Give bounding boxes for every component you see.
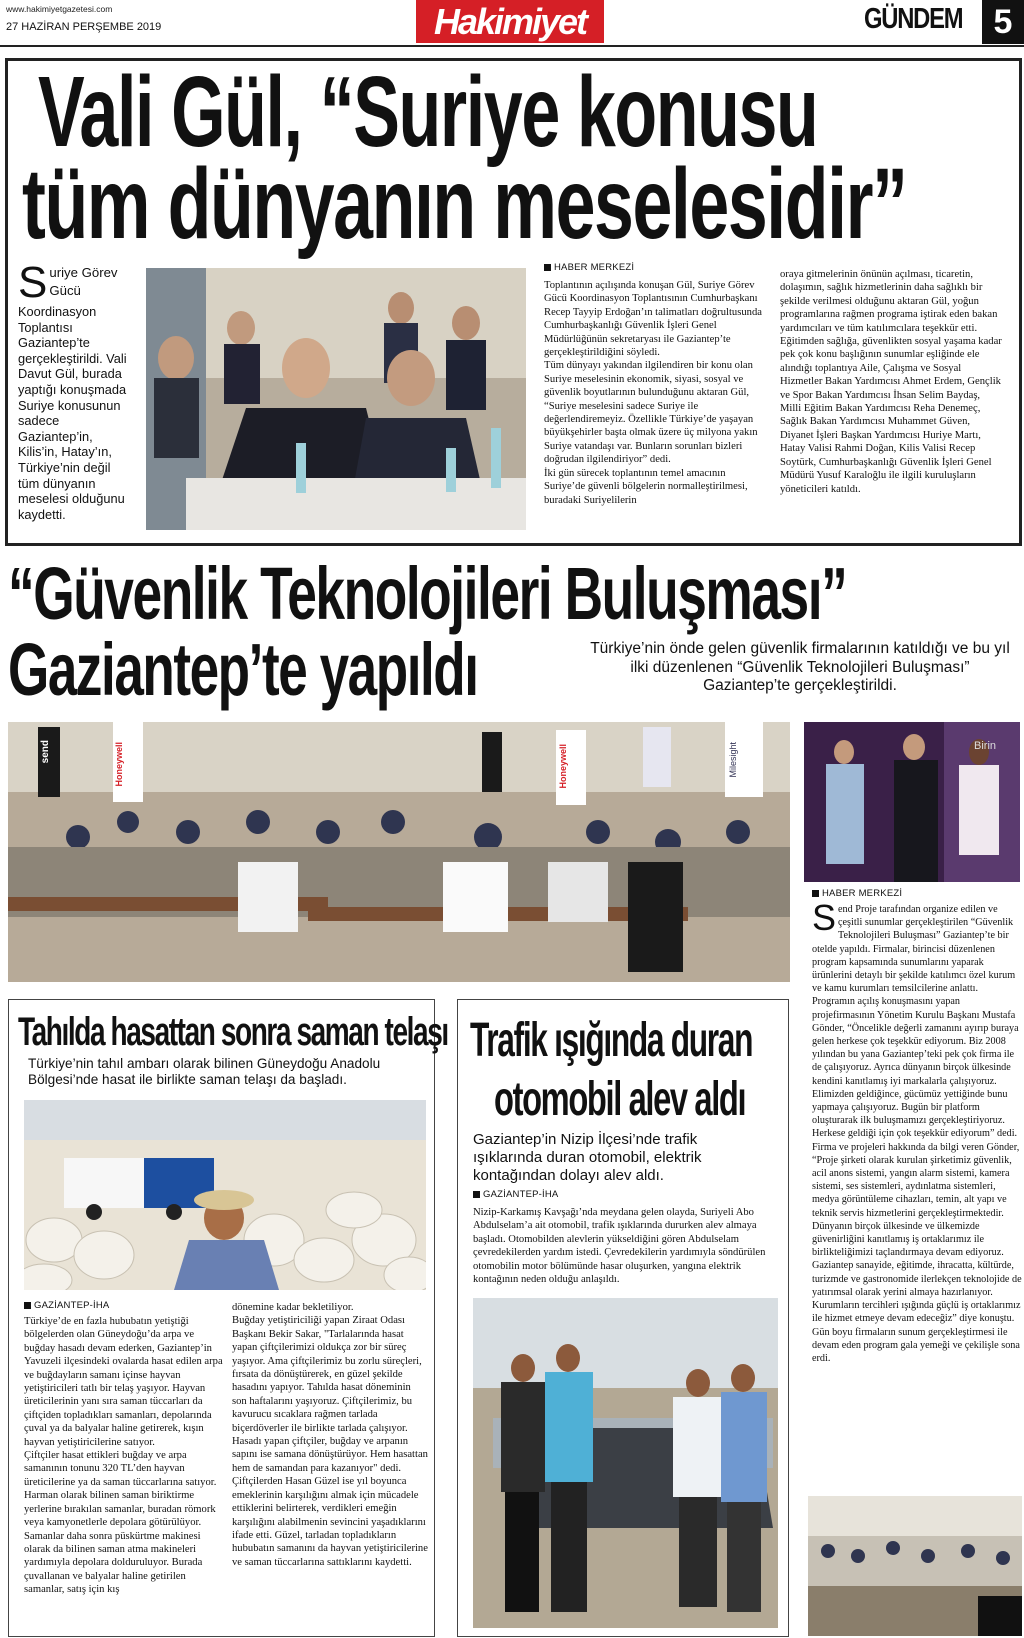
site-url: www.hakimiyetgazetesi.com: [6, 4, 113, 14]
masthead-rule: [0, 45, 1024, 47]
article1-lead: [18, 258, 130, 522]
article4-byline: GAZİANTEP-İHA: [473, 1189, 558, 1200]
article3-headline: Tahılda hasattan sonra saman telaşı: [18, 1010, 448, 1054]
harvest-photo: [24, 1100, 426, 1290]
article4-body: Nizip-Karkamış Kavşağı’nda meydana gelen olayda, Suriyeli Abo Abdulselam’a ait otomobil, trafik ışıklarında dururken alev almaya başladı. Otomobilden alevlerin yükseldiğini gören Abdulselam çevredekilerden yardım istedi. Çevredekilerin yardımıyla söndürülen otomobilin motor bölümünde hasar oluşurken, yangına elektrik kontağının neden olduğu anlaşıldı.: [473, 1207, 766, 1286]
article2-headline-line1: “Güvenlik Teknolojileri Buluşması”: [8, 552, 847, 635]
article1-col1: Toplantının açılışında konuşan Gül, Suriye Görev Gücü Koordinasyon Toplantısının Cumhurbaşkanı Recep Tayyip Erdoğan’ın talimatları doğrultusunda Cumhurbaşkanlığı Güvenlik İşleri Genel Müdürlüğünün sekretaryası ile Gaziantep’te gerçekleştirildiğini söyledi. Tüm dünyayı yakından ilgilendiren bir konu olan Suriye meselesinin ekonomik, siyasi, sosyal ve güvenlik boyutlarının bulunduğunu aktaran Gül, “Suriye meselesini sadece Suriye ile değerlendiremeyiz. Özellikle Türkiye’de yaşayan büyükşehirler başta olmak üzere üç milyona yakın Suriye vatandaşı var. Bunların sorunları bizleri doğrudan ilgilendiriyor” dedi. İki gün sürecek toplantının temel amacının Suriye’de güvenli bölgelerin normalleştirilmesi, buradaki Suriyelilerin: [544, 280, 762, 506]
article3-deck: Türkiye’nin tahıl ambarı olarak bilinen Güneydoğu Anadolu Bölgesi’nde hasat ile birlikte saman telaşı da başladı.: [28, 1056, 381, 1087]
logo-text: Hakimiyet: [433, 0, 587, 42]
page-number: 5: [982, 0, 1024, 44]
article1-col2: oraya gitmelerinin önünün açılması, ticaretin, dolaşımın, sağlık hizmetlerinin daha sağlıklı bir şekilde verilmesi olduğunu aktaran Gül, yoğun programlarına rağmen programa iştirak eden bakan yardımcıları ve tüm katılımcılara teşekkür etti. Eğitimden sağlığa, güvenlikten sosyal yaşama kadar pek çok konu başlığının sunumlar eşliğinde ele alındığı toplantıya Aile, Çalışma ve Sosyal Hizmetler Bakan Yardımcısı Ahmet Erdem, Gençlik ve Spor Bakan Yardımcısı İhsan Selim Baydaş, Milli Eğitim Bakan Yardımcısı Reha Denemeç, Sağlık Bakan Yardımcısı Muhammet Güven, Diyanet İşleri Başkan Yardımcısı Huriye Martı, Hatay Valisi Rahmi Doğan, Kilis Valisi Recep Soytürk, Cumhurbaşkanlığı Güvenlik İşleri Genel Müdürü Yusuf Karaloğlu ile ilgili kuruluşların yöneticileri katıldı.: [780, 269, 1002, 495]
lead-first: uriye Görev Gücü: [49, 265, 118, 298]
section-label: GÜNDEM: [864, 3, 963, 35]
article1-headline-line1: Vali Gül, “Suriye konusu: [38, 56, 818, 168]
article3-col1: Türkiye’de en fazla hububatın yetiştiği bölgelerden olan Güneydoğu’da arpa ve buğday hasadı devam ederken, Gaziantep’in Yavuzeli ilçesindeki ovalarda hasat edilen arpa ve buğdayların samanı içinse hayvan yetiştiricileri tatlı bir telaş yaşıyor. Hayvan üreticilerinin yanı sıra saman tüccarları da çiftçiden topladıkları samanları, depolarında çuval ya da balyalar haline getirerek, kışın hayvan yetiştiricilerine satıyor. Çiftçiler hasat ettikleri buğday ve arpa samanının tonunu 320 TL’den hayvan üreticilerine ya da saman tüccarlarına satıyor. Harman olarak bilinen saman biriktirme yerlerine bırakılan samanlar, buradan römork veya kamyonetlerle depolara götürülüyor. Samanlar daha sonra püskürtme makinesi olarak da bilinen saman atma makineleri yardımıyla depolara dolduruluyor. Burada çuvallanan ve balyalar haline getirilen samanlar, satış için kış: [24, 1316, 223, 1596]
article4-headline-line1: Trafik ışığında duran: [470, 1014, 753, 1067]
meeting-photo: [146, 268, 526, 530]
banner-label-2: Honeywell: [558, 744, 568, 789]
banner-label-3: Milesight: [728, 742, 738, 778]
audience-photo: [808, 1496, 1022, 1636]
issue-date: 27 HAZİRAN PERŞEMBE 2019: [6, 21, 162, 33]
article1-headline-line2: tüm dünyanın meselesidir”: [22, 148, 907, 260]
stage-sign: Birin: [974, 740, 997, 752]
lead-dropcap: S: [18, 258, 48, 307]
conference-photo: [8, 722, 790, 982]
stage-photo: [804, 722, 1020, 882]
article1-byline: HABER MERKEZİ: [544, 262, 634, 273]
lead-rest: Koordinasyon Toplantısı Gaziantep’te gerçekleştirildi. Vali Davut Gül, burada yaptığı konuşmada Suriye konusunun sadece Gaziantep’in, Kilis’in, Hatay’ın, Türkiye’nin değil tüm dünyanın meselesi olduğunu kaydetti.: [18, 304, 127, 522]
banner-label-1: Honeywell: [114, 742, 124, 787]
article2-headline-line2: Gaziantep’te yapıldı: [8, 628, 478, 711]
article2-deck: Türkiye’nin önde gelen güvenlik firmalarının katıldığı ve bu yıl ilki düzenlenen “Güvenlik Teknolojileri Buluşması” Gaziantep’te gerçekleştirildi.: [590, 640, 1010, 694]
article4-headline-line2: otomobil alev aldı: [494, 1073, 746, 1126]
article2-body: end Proje tarafından organize edilen ve çeşitli sunumlar gerçekleştirilen “Güvenlik Teknolojileri Buluşması” Gaziantep’te bir otelde yapıldı. Firmalar, birincisi düzenlenen program kapsamında sunumlarını yaparak ürünlerini detaylı bir şekilde katılımcı özel kurum ve kamu kurumları temsilcilerine anlattı. Programın açılış konuşmasını yapan projefirmasının Yönetim Kurulu Başkanı Mustafa Gönder, “Öncelikle değerli zamanını ayırıp buraya gelen herkese çok teşekkür ediyorum. Biz 2008 yılından bu yana Gaziantep’teki pek çok firma ile de çalışıyoruz. Ayrıca dünyanın birçok ülkesinde kendini kanıtlamış iyi markalarla çalışıyoruz. Elimizden geldiğince, gücümüz yettiğinde bunu yapmaya çalışıyoruz. Bugün bir platform oluşturarak ilk buluşmamızı gerçekleştiriyoruz. Herkese geldiği için çok teşekkür ediyorum” dedi. Firma ve projeleri hakkında da bilgi veren Gönder, “Proje şirketi olarak kurulan şirketimiz güvenlik, acil anons sistemi, yangın alarm sistemi, kamera sistemi, ses sistemleri, aydınlatma sistemleri, medya görüntüleme cihazları, temin, alt yapı ve teknik servis hizmetlerini gerçekleştirmektedir. Dünyanın birçok ülkesinde ve ülkemizde güvenirliğini kanıtlamış iş ortaklarımız ile birlikteliğimizi taçlandırmaya devam ediyoruz. Gaziantep sanayide, eğitimde, ihracatta, kültürde, turizmde ve gastronomide ilerlekçen teknolojide de yatırımsal olarak yerini almaya hazırlanıyor. Kurumların tercihleri ışığında güçlü iş ortaklarımız ile hizmet etmeye devam edeceğiz” diye konuştu. Gün boyu firmaların sunum gerçekleştirmesi ile devam eden program gala yemeği ve çekilişle sona erdi.: [812, 904, 1022, 1364]
article2-body-wrap: [812, 897, 1022, 1365]
article3-col2: dönemine kadar bekletiliyor. Buğday yetiştiriciliği yapan Ziraat Odası Başkanı Bekir Sakar, "Tarlalarında hasat yapan çiftçilerimizi oldukça zor bir süreç yaşıyor. Ama çiftçilerimiz bu zorlu süreçleri, fırsata da dönüştürerek, en güzel şekilde hasadını yapıyor. Tahılda hasat döneminin son haftalarını yaşıyoruz. Çiftçilerimiz, bu kavurucu sıcaklara rağmen tarlada biçerdöverler ile birlikte tarlada çalışıyor. Hasadı yapan çiftçiler, buğday ve arpanın sapını ise samana dönüştürüyor. Hem hasattan hem de samandan para kazanıyor" dedi. Çiftçilerden Hasan Güzel ise yıl boyunca emeklerinin karşılığını almak için mücadele ettiklerini belirterek, verdikleri emeğin karşılığını alabilmenin sevincini yaşadıklarını ifade etti. Güzel, tarladan topladıkların hububatın samanını da hayvan yetiştiricilerine ve saman tüccarlarına sattıklarını kaydetti.: [232, 1302, 428, 1568]
car-fire-photo: [473, 1298, 778, 1628]
banner-label-4: send: [40, 740, 51, 764]
article2-dropcap: S: [812, 897, 837, 938]
masthead-logo: [416, 0, 604, 46]
article4-deck: Gaziantep’in Nizip İlçesi’nde trafik ışıklarında duran otomobil, elektrik kontağından dolayı alev aldı.: [473, 1131, 702, 1184]
article3-byline: GAZİANTEP-İHA: [24, 1300, 109, 1311]
article2-byline: HABER MERKEZİ: [812, 888, 902, 899]
